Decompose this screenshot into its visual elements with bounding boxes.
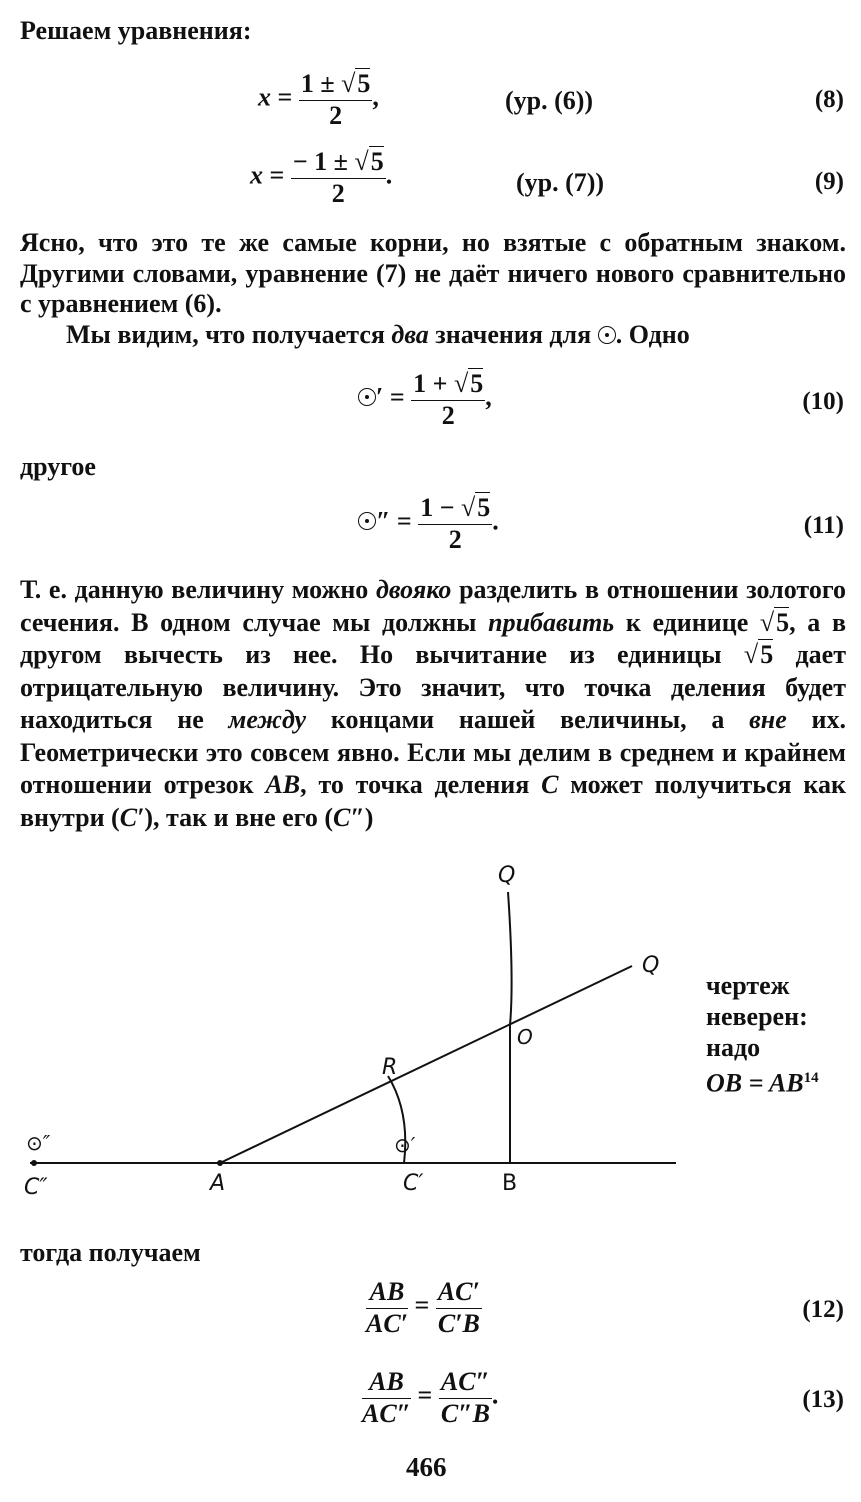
label-q-top: Q bbox=[498, 863, 516, 888]
label-odot-single: ⊙′ bbox=[394, 1133, 416, 1157]
equation-13: $\frac{AB}{AC''}$ = $\frac{AC''}{C''B}$ . bbox=[362, 1367, 499, 1428]
paragraph-golden-section: Т. е. данную величину можно двояко разделить в отношении золотого сечения. В одном случае мы должны прибавить к единице √5, а в другом вычесть из нее. Но вычитание из единицы √5 дает отрицательную величину. Это значит, что точка деления будет находиться не между концами нашей величины, а вне их. Геометрически это совсем явно. Если мы делим в среднем и крайнем отношении отрезок AB, то точка деления C может получиться как внутри (C′), так и вне его (C″) bbox=[20, 575, 847, 832]
label-odot-double: ⊙″ bbox=[26, 1131, 51, 1155]
then-text: тогда получаем bbox=[20, 1238, 201, 1267]
label-q-right: Q bbox=[642, 953, 660, 978]
line-aq bbox=[220, 966, 632, 1163]
page-number: 466 bbox=[406, 1452, 447, 1482]
equation-8: x = $\frac{1 \pm √5}{2}$ , bbox=[258, 69, 379, 130]
line-bq-vertical bbox=[508, 892, 512, 1163]
equation-12: $\frac{AB}{AC'}$ = $\frac{AC'}{C'B}$ bbox=[366, 1277, 480, 1338]
point-c2 bbox=[31, 1160, 37, 1166]
label-r: R bbox=[382, 1055, 398, 1080]
odot-symbol bbox=[358, 388, 376, 406]
label-b: B bbox=[502, 1171, 518, 1196]
equation-9-number: (9) bbox=[814, 168, 844, 195]
equation-13-number: (13) bbox=[802, 1386, 844, 1413]
equation-8-reference: (ур. (6)) bbox=[505, 86, 594, 115]
odot-symbol bbox=[358, 512, 376, 530]
equation-9-reference: (ур. (7)) bbox=[516, 168, 605, 197]
equation-11: ″ = $\frac{1 - √5}{2}$ . bbox=[358, 492, 499, 555]
equation-10-number: (10) bbox=[802, 388, 844, 415]
equation-8-number: (8) bbox=[814, 86, 844, 113]
intro-text: Решаем уравнения: bbox=[20, 16, 252, 45]
equation-10: ′ = $\frac{1 + √5}{2}$ , bbox=[358, 368, 492, 431]
label-c-single: C′ bbox=[403, 1171, 424, 1196]
odot-symbol bbox=[598, 326, 616, 344]
label-o: O bbox=[517, 1025, 533, 1049]
equation-12-number: (12) bbox=[802, 1296, 844, 1323]
equation-11-number: (11) bbox=[803, 512, 844, 539]
figure-note: чертеж неверен: надо OB = $AB^{14}$ bbox=[706, 971, 819, 1098]
equation-9: x = $\frac{- 1 \pm √5}{2}$ . bbox=[250, 147, 393, 208]
label-a: A bbox=[210, 1171, 226, 1196]
point-a bbox=[217, 1160, 223, 1166]
paragraph-two-values: Мы видим, что получается два значения для . Одно bbox=[66, 320, 690, 349]
paragraph-roots: Ясно, что это те же самые корни, но взятые с обратным знаком. Другими словами, уравнение (7) не даёт ничего нового сравнительно с уравнением (6). bbox=[20, 228, 846, 318]
label-c-double: C″ bbox=[24, 1175, 48, 1200]
other-text: другое bbox=[20, 452, 96, 481]
